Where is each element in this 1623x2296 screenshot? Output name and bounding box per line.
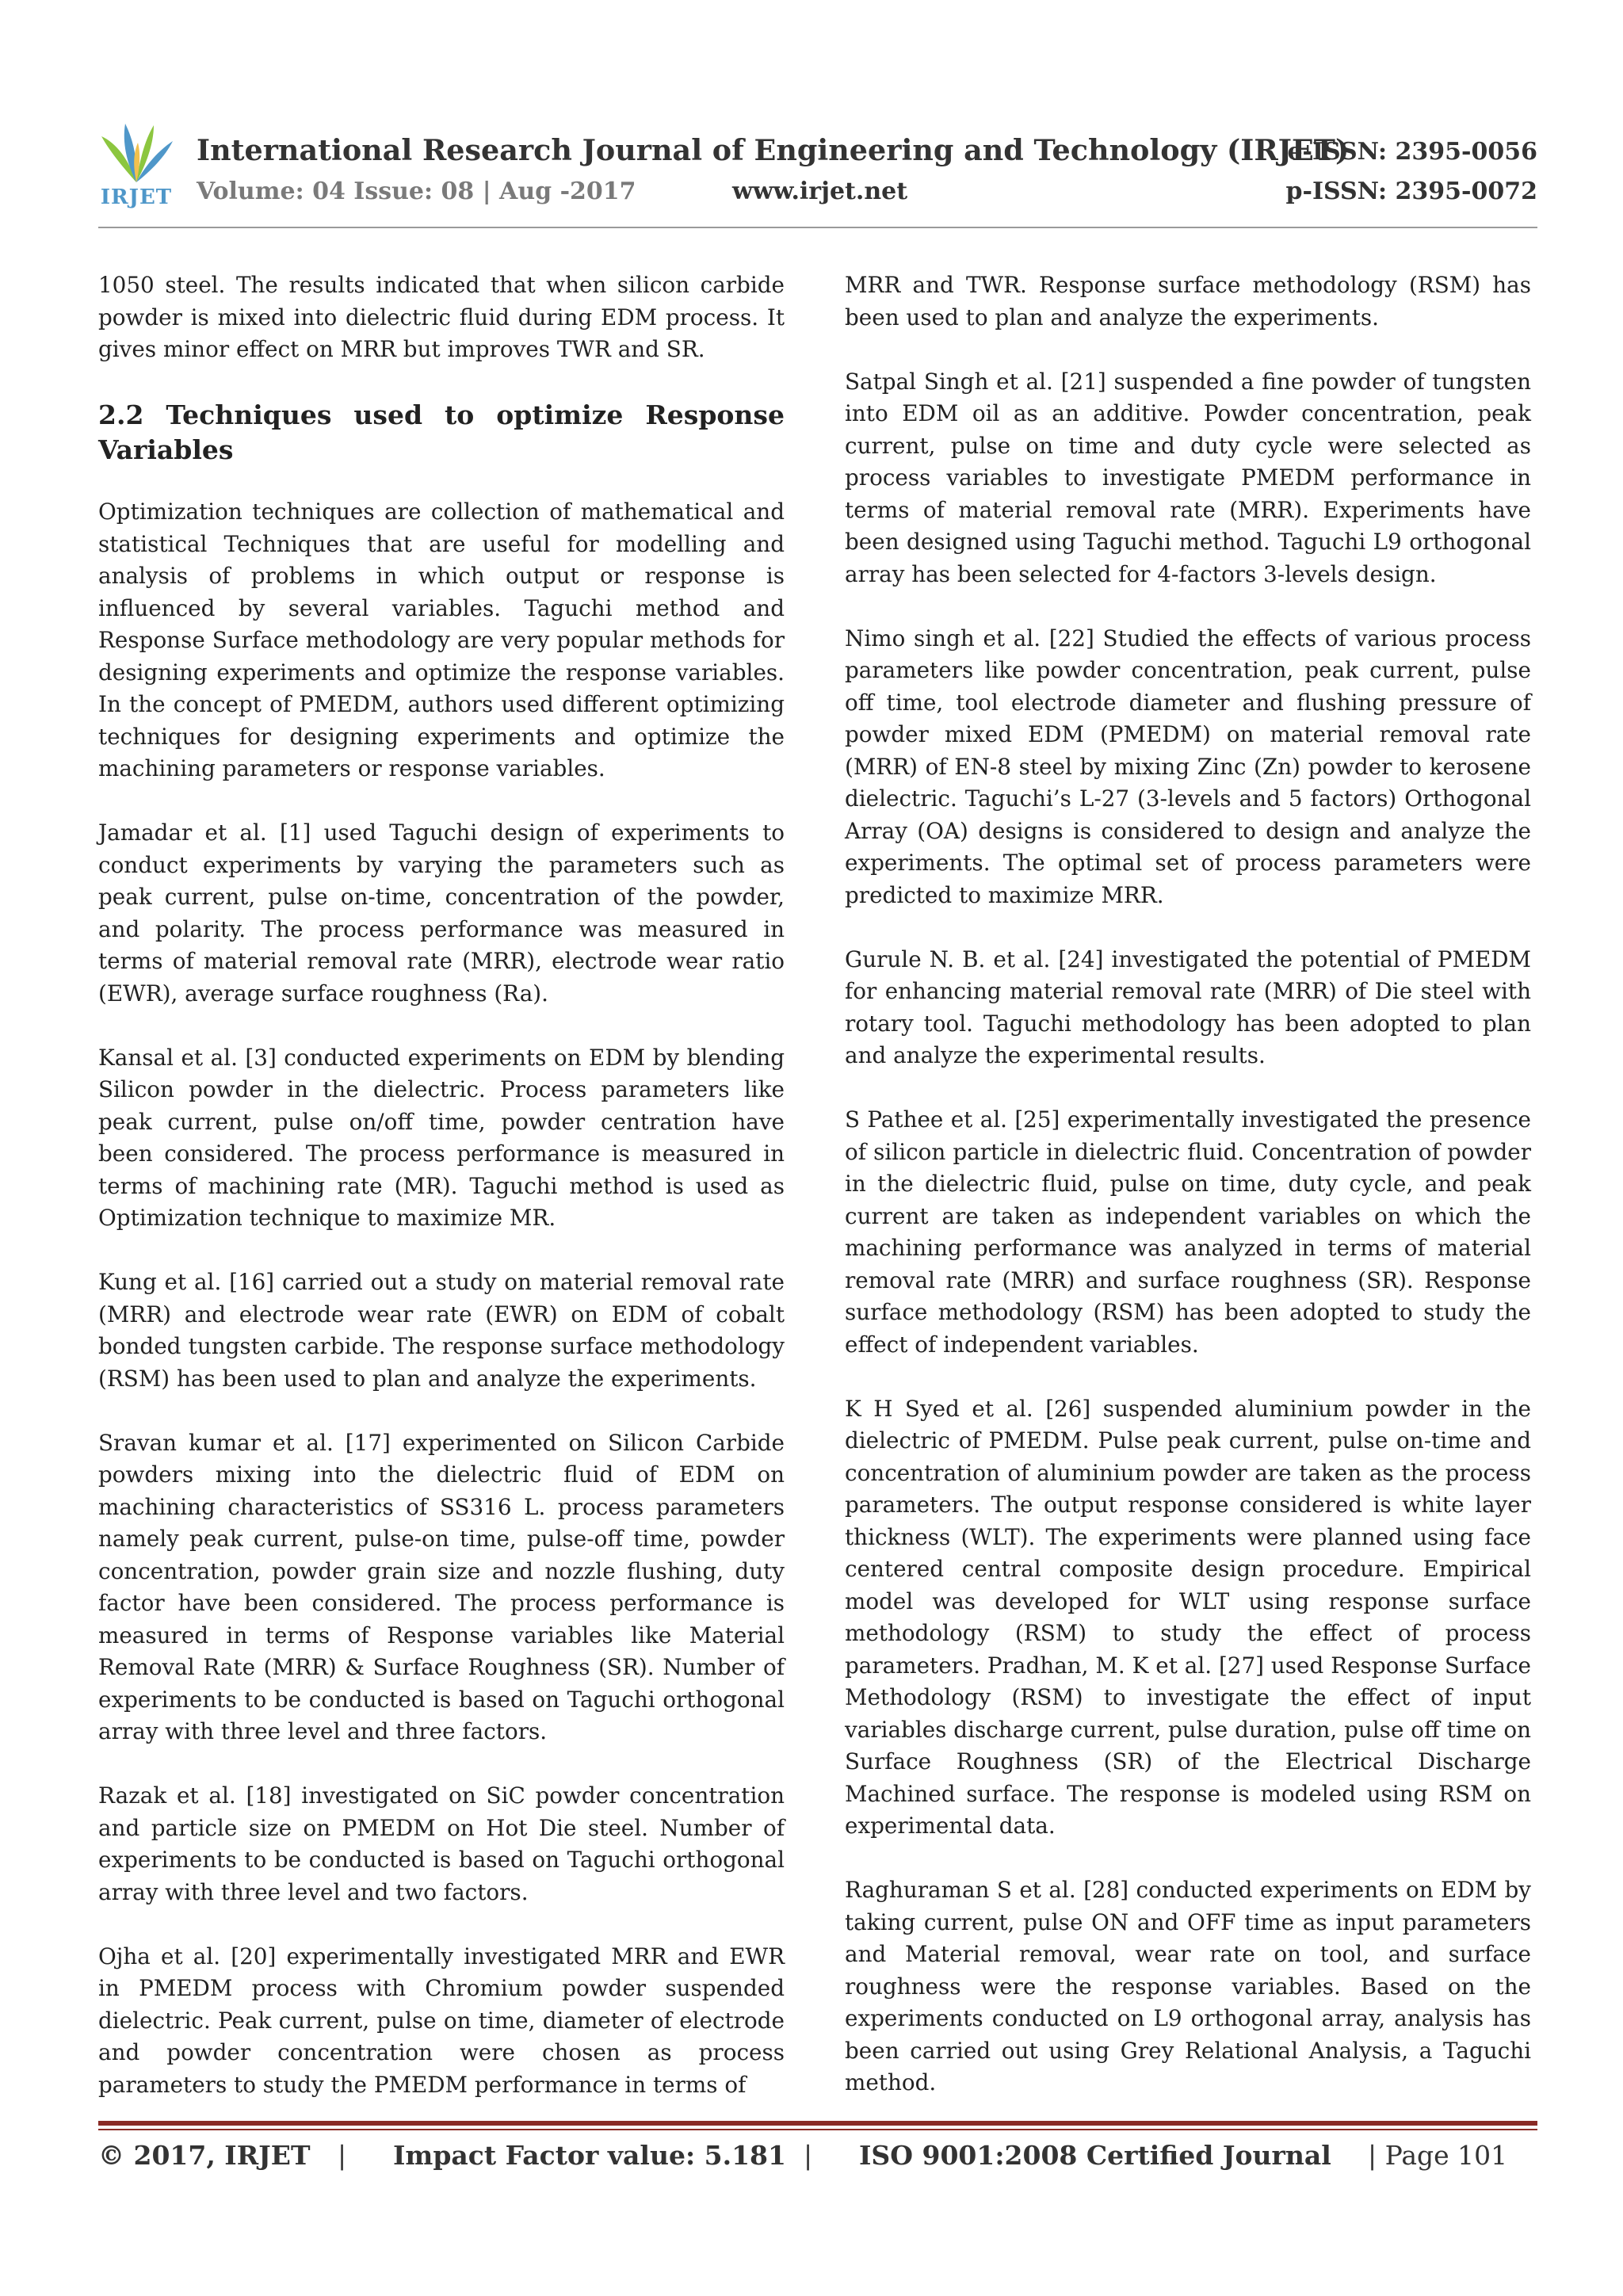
paragraph: S Pathee et al. [25] experimentally investigated the presence of silicon particle in dielectric fluid. Concentration of powder in the dielectric fluid, pulse on time, duty cycle, and peak current are taken as independent variables on which the machining performance was analyzed in terms of material removal rate (MRR) and surface roughness (SR). Response surface methodology (RSM) has been adopted to study the effect of independent variables. [845, 1106, 1531, 1358]
footer-iso-certification: ISO 9001:2008 Certified Journal [859, 2140, 1331, 2171]
irjet-logo-icon [98, 119, 174, 185]
footer-divider-thick [98, 2121, 1537, 2126]
header-divider [98, 227, 1537, 228]
paragraph: Razak et al. [18] investigated on SiC powder concentration and particle size on PMEDM on Hot Die steel. Number of experiments to be conducted is based on Taguchi orthogonal array with three level and two factors. [98, 1782, 785, 1905]
footer-divider-thin [98, 2129, 1537, 2130]
section-heading: 2.2 Techniques used to optimize Response Variables [98, 399, 785, 465]
paragraph: Satpal Singh et al. [21] suspended a fine powder of tungsten into EDM oil as an additive. Powder concentration, peak current, pulse on time and duty cycle were selected as process variables to investigate PMEDM performance in terms of material removal rate (MRR). Experiments have been designed using Taguchi method. Taguchi L9 orthogonal array has been selected for 4-factors 3-levels design. [845, 368, 1531, 587]
page-header [98, 119, 1537, 222]
footer-copyright: © 2017, IRJET [98, 2140, 311, 2171]
page-footer [98, 2140, 1537, 2179]
paragraph: Ojha et al. [20] experimentally investigated MRR and EWR in PMEDM process with Chromium powder suspended dielectric. Peak current, pulse on time, diameter of electrode and powder concentration were chosen as process parameters to study the PMEDM performance in terms of [98, 1943, 785, 2098]
paragraph: Sravan kumar et al. [17] experimented on Silicon Carbide powders mixing into the dielectric fluid of EDM on machining characteristics of SS316 L. process parameters namely peak current, pulse-on time, pulse-off time, powder concentration, powder grain size and nozzle flushing, duty factor have been considered. The process performance is measured in terms of Response variables like Material Removal Rate (MRR) & Surface Roughness (SR). Number of experiments to be conducted is based on Taguchi orthogonal array with three level and three factors. [98, 1429, 785, 1744]
logo-text: IRJET [100, 185, 173, 209]
footer-page-number: | Page 101 [1368, 2140, 1508, 2171]
right-column [845, 269, 1531, 2131]
volume-issue: Volume: 04 Issue: 08 | Aug -2017 [197, 178, 636, 205]
journal-title: International Research Journal of Engineering and Technology (IRJET) [197, 133, 1350, 167]
paragraph: MRR and TWR. Response surface methodology (RSM) has been used to plan and analyze the experiments. [845, 272, 1531, 330]
paragraph: Nimo singh et al. [22] Studied the effects of various process parameters like powder concentration, peak current, pulse off time, tool electrode diameter and flushing pressure of powder mixed EDM (PMEDM) on material removal rate (MRR) of EN-8 steel by mixing Zinc (Zn) powder to kerosene dielectric. Taguchi’s L-27 (3-levels and 5 factors) Orthogonal Array (OA) designs is considered to design and analyze the experiments. The optimal set of process parameters were predicted to maximize MRR. [845, 625, 1531, 908]
footer-separator: | [804, 2140, 813, 2171]
paragraph: Optimization techniques are collection of mathematical and statistical Techniques that are useful for modelling and analysis of problems in which output or response is influenced by several variables. Taguchi method and Response Surface methodology are very popular methods for designing experiments and optimize the response variables. In the concept of PMEDM, authors used different optimizing techniques for designing experiments and optimize the machining parameters or response variables. [98, 499, 785, 781]
footer-impact-factor: Impact Factor value: 5.181 [393, 2140, 786, 2171]
footer-separator: | [338, 2140, 347, 2171]
e-issn: e-ISSN: 2395-0056 [1287, 138, 1537, 166]
paragraph: Kansal et al. [3] conducted experiments on EDM by blending Silicon powder in the dielectric. Process parameters like peak current, pulse on/off time, powder centration have been considered. The process performance is measured in terms of machining rate (MR). Taguchi method is used as Optimization technique to maximize MR. [98, 1044, 785, 1231]
paragraph: Jamadar et al. [1] used Taguchi design of experiments to conduct experiments by varying the parameters such as peak current, pulse on-time, concentration of the powder, and polarity. The process performance was measured in terms of material removal rate (MRR), electrode wear ratio (EWR), average surface roughness (Ra). [98, 819, 785, 1007]
paragraph: Gurule N. B. et al. [24] investigated the potential of PMEDM for enhancing material removal rate (MRR) of Die steel with rotary tool. Taguchi methodology has been adopted to plan and analyze the experimental results. [845, 946, 1531, 1068]
paragraph: 1050 steel. The results indicated that when silicon carbide powder is mixed into dielectric fluid during EDM process. It gives minor effect on MRR but improves TWR and SR. [98, 272, 785, 362]
paragraph: Raghuraman S et al. [28] conducted experiments on EDM by taking current, pulse ON and OFF time as input parameters and Material removal, wear rate on tool, and surface roughness were the response variables. Based on the experiments conducted on L9 orthogonal array, analysis has been carried out using Grey Relational Analysis, a Taguchi method. [845, 1877, 1531, 2095]
left-column [98, 269, 785, 2134]
p-issn: p-ISSN: 2395-0072 [1285, 178, 1537, 205]
journal-website: www.irjet.net [732, 178, 908, 205]
paragraph: Kung et al. [16] carried out a study on material removal rate (MRR) and electrode wear rate (EWR) on EDM of cobalt bonded tungsten carbide. The response surface methodology (RSM) has been used to plan and analyze the experiments. [98, 1269, 785, 1392]
irjet-logo [98, 119, 174, 211]
paragraph: K H Syed et al. [26] suspended aluminium powder in the dielectric of PMEDM. Pulse peak current, pulse on-time and concentration of aluminium powder are taken as the process parameters. The output response considered is white layer thickness (WLT). The experiments were planned using face centered central composite design procedure. Empirical model was developed for WLT using response surface methodology (RSM) to study the effect of process parameters. Pradhan, M. K et al. [27] used Response Surface Methodology (RSM) to investigate the effect of input variables discharge current, pulse duration, pulse off time on Surface Roughness (SR) of the Electrical Discharge Machined surface. The response is modeled using RSM on experimental data. [845, 1395, 1531, 1839]
